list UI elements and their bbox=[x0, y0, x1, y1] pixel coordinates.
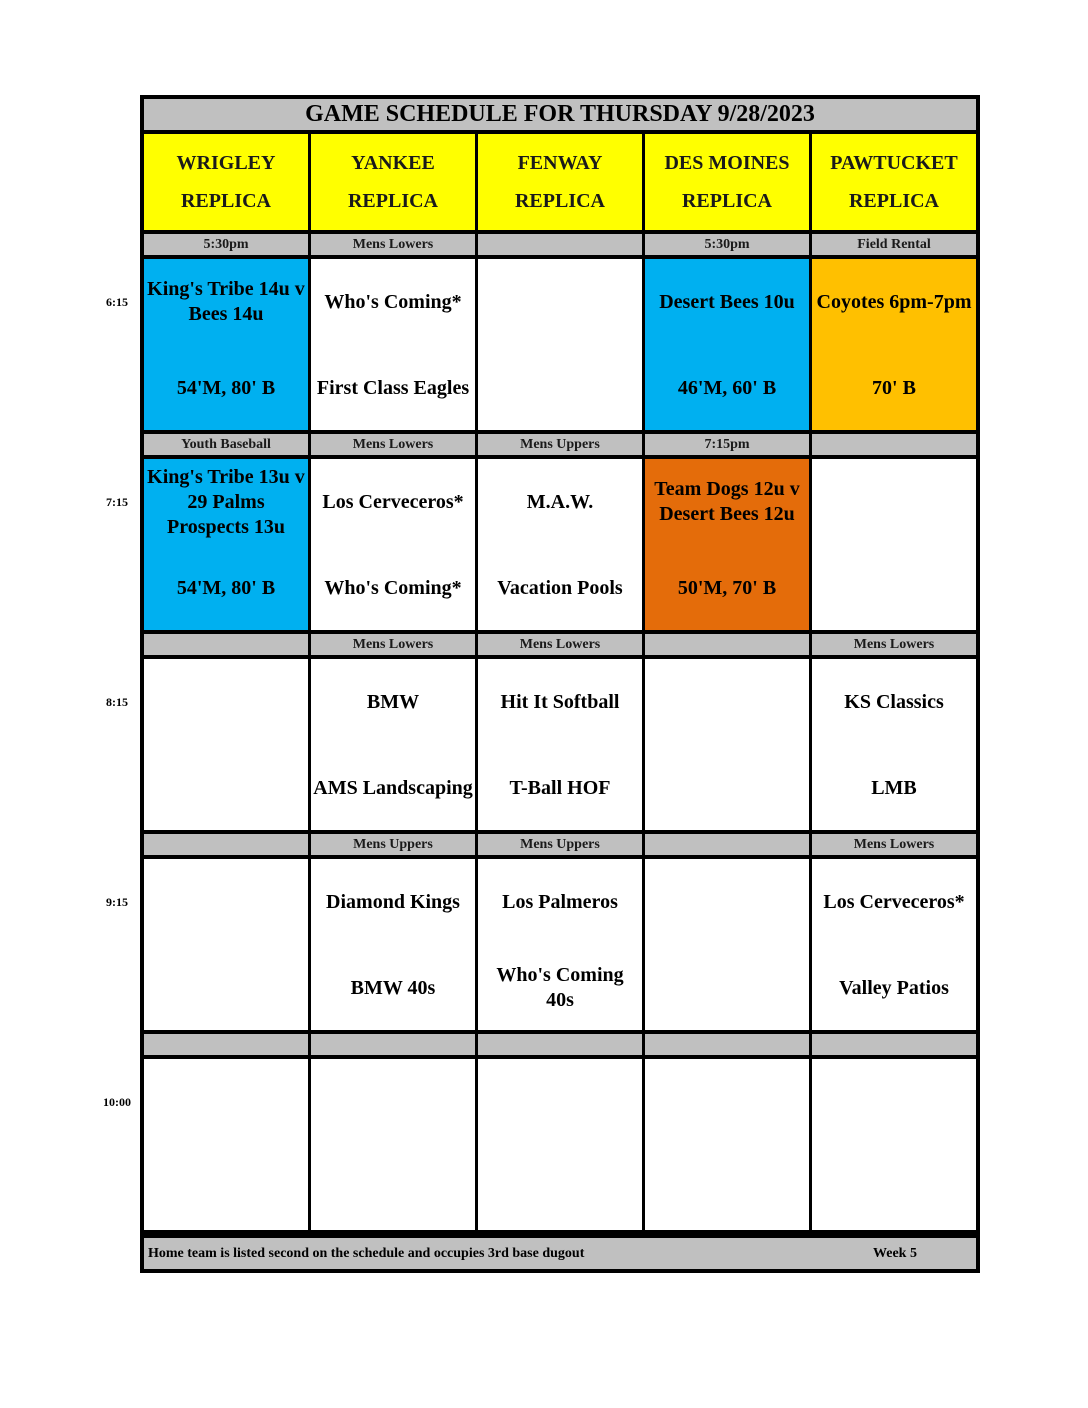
division-label bbox=[812, 434, 976, 455]
division-label: Youth Baseball bbox=[144, 434, 308, 455]
game-cell bbox=[812, 659, 976, 830]
away-team: Coyotes 6pm-7pm bbox=[816, 290, 972, 313]
home-team: AMS Landscaping bbox=[313, 776, 473, 799]
game-cell bbox=[311, 859, 475, 1030]
time-label: 9:15 bbox=[106, 895, 128, 909]
footer-note: Home team is listed second on the schedule and occupies 3rd base dugout bbox=[148, 1246, 585, 1261]
time-label: 7:15 bbox=[106, 495, 128, 509]
division-label: 5:30pm bbox=[645, 234, 809, 255]
field-subtitle: REPLICA bbox=[180, 190, 271, 212]
division-label: Mens Lowers bbox=[311, 434, 475, 455]
field-name: PAWTUCKET bbox=[830, 152, 958, 174]
division-label bbox=[645, 834, 809, 855]
home-team: 70' B bbox=[872, 376, 916, 399]
away-team: Los Palmeros bbox=[502, 890, 618, 913]
game-cell bbox=[645, 259, 809, 430]
game-cell bbox=[311, 259, 475, 430]
game-cell bbox=[311, 1059, 475, 1230]
game-cell bbox=[812, 859, 976, 1030]
home-team bbox=[645, 1145, 809, 1231]
division-label: Field Rental bbox=[812, 234, 976, 255]
away-team: Who's Coming* bbox=[324, 290, 462, 313]
division-label: 5:30pm bbox=[144, 234, 308, 255]
home-team bbox=[311, 1145, 475, 1231]
field-subtitle: REPLICA bbox=[514, 190, 605, 212]
game-cell bbox=[144, 659, 308, 830]
time-label: 6:15 bbox=[106, 295, 128, 309]
game-cell bbox=[478, 459, 642, 630]
game-cell bbox=[478, 259, 642, 430]
away-team bbox=[812, 1059, 976, 1145]
away-team bbox=[478, 1059, 642, 1145]
schedule-footer bbox=[144, 1238, 976, 1269]
field-name: DES MOINES bbox=[664, 152, 790, 174]
division-label bbox=[311, 1034, 475, 1055]
division-label bbox=[478, 1034, 642, 1055]
home-team bbox=[645, 745, 809, 831]
division-label: Mens Uppers bbox=[478, 434, 642, 455]
home-team bbox=[144, 745, 308, 831]
game-cell bbox=[311, 659, 475, 830]
week-label: Week 5 bbox=[873, 1246, 917, 1261]
game-cell bbox=[144, 259, 308, 430]
away-team: Diamond Kings bbox=[326, 890, 460, 913]
game-cell bbox=[144, 1059, 308, 1230]
time-label: 8:15 bbox=[106, 695, 128, 709]
schedule-table bbox=[140, 95, 980, 1273]
game-cell bbox=[645, 459, 809, 630]
field-subtitle: REPLICA bbox=[681, 190, 772, 212]
away-team bbox=[311, 1059, 475, 1145]
field-header-yankee bbox=[311, 134, 475, 230]
division-label: Mens Lowers bbox=[812, 834, 976, 855]
home-team: 46'M, 60' B bbox=[677, 376, 777, 399]
field-header-fenway bbox=[478, 134, 642, 230]
division-label: Mens Lowers bbox=[812, 634, 976, 655]
home-team bbox=[645, 945, 809, 1031]
home-team: First Class Eagles bbox=[316, 376, 470, 399]
away-team: King's Tribe 13u v 29 Palms Prospects 13u bbox=[147, 465, 305, 538]
away-team bbox=[144, 1059, 308, 1145]
home-team: 54'M, 80' B bbox=[176, 376, 276, 399]
away-team bbox=[144, 859, 308, 945]
division-label bbox=[144, 834, 308, 855]
time-label: 10:00 bbox=[103, 1095, 131, 1109]
away-team: Los Cerveceros* bbox=[823, 890, 965, 913]
away-team: BMW bbox=[366, 690, 420, 713]
away-team: King's Tribe 14u v Bees 14u bbox=[147, 278, 305, 325]
home-team: BMW 40s bbox=[350, 976, 436, 999]
home-team: Vacation Pools bbox=[497, 576, 623, 599]
field-name: YANKEE bbox=[351, 152, 435, 174]
game-cell bbox=[311, 459, 475, 630]
division-label: Mens Lowers bbox=[311, 234, 475, 255]
game-cell bbox=[144, 859, 308, 1030]
home-team: LMB bbox=[871, 776, 917, 799]
field-name: FENWAY bbox=[517, 152, 603, 174]
division-label: Mens Lowers bbox=[311, 634, 475, 655]
division-label bbox=[144, 1034, 308, 1055]
field-subtitle: REPLICA bbox=[347, 190, 438, 212]
game-cell bbox=[478, 859, 642, 1030]
away-team: KS Classics bbox=[844, 690, 944, 713]
field-subtitle: REPLICA bbox=[848, 190, 939, 212]
away-team: Desert Bees 10u bbox=[659, 290, 795, 313]
home-team: T-Ball HOF bbox=[509, 776, 611, 799]
division-label bbox=[144, 634, 308, 655]
division-label bbox=[478, 234, 642, 255]
schedule-title: GAME SCHEDULE FOR THURSDAY 9/28/2023 bbox=[144, 99, 976, 130]
away-team bbox=[645, 1059, 809, 1145]
field-name: WRIGLEY bbox=[176, 152, 276, 174]
home-team bbox=[478, 345, 642, 431]
division-label: Mens Uppers bbox=[478, 834, 642, 855]
away-team: M.A.W. bbox=[526, 490, 594, 513]
home-team bbox=[478, 1145, 642, 1231]
division-label: Mens Uppers bbox=[311, 834, 475, 855]
home-team: 54'M, 80' B bbox=[176, 576, 276, 599]
game-cell bbox=[812, 1059, 976, 1230]
field-header-des-moines bbox=[645, 134, 809, 230]
field-header-pawtucket bbox=[812, 134, 976, 230]
home-team: 50'M, 70' B bbox=[677, 576, 777, 599]
away-team bbox=[645, 659, 809, 745]
home-team: Who's Coming* bbox=[324, 576, 462, 599]
away-team bbox=[645, 859, 809, 945]
game-cell bbox=[645, 1059, 809, 1230]
away-team bbox=[812, 459, 976, 545]
game-cell bbox=[812, 459, 976, 630]
home-team bbox=[812, 545, 976, 631]
game-cell bbox=[645, 859, 809, 1030]
away-team bbox=[478, 259, 642, 345]
away-team: Hit It Softball bbox=[500, 690, 620, 713]
home-team bbox=[812, 1145, 976, 1231]
game-cell bbox=[478, 659, 642, 830]
away-team: Team Dogs 12u v Desert Bees 12u bbox=[654, 478, 800, 525]
game-cell bbox=[645, 659, 809, 830]
division-label bbox=[645, 1034, 809, 1055]
division-label bbox=[812, 1034, 976, 1055]
away-team bbox=[144, 659, 308, 745]
field-header-wrigley bbox=[144, 134, 308, 230]
home-team: Who's Coming 40s bbox=[496, 964, 624, 1011]
home-team bbox=[144, 945, 308, 1031]
home-team: Valley Patios bbox=[839, 976, 949, 999]
home-team bbox=[144, 1145, 308, 1231]
division-label bbox=[645, 634, 809, 655]
division-label: Mens Lowers bbox=[478, 634, 642, 655]
game-cell bbox=[144, 459, 308, 630]
away-team: Los Cerveceros* bbox=[322, 490, 464, 513]
division-label: 7:15pm bbox=[645, 434, 809, 455]
game-cell bbox=[812, 259, 976, 430]
game-cell bbox=[478, 1059, 642, 1230]
